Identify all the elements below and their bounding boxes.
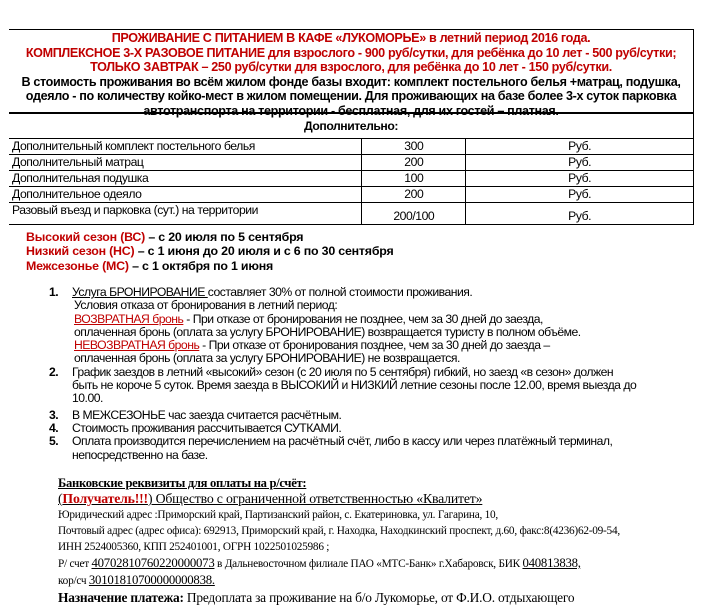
rule-4 [49,422,636,435]
extras-unit: Руб. [466,187,694,203]
season-name: Низкий сезон (НС) [26,244,135,259]
pricing-header-box [9,29,694,118]
postal-address: Почтовый адрес (адрес офиса): 692913, Приморский край, г. Находка, Находкинский проспект, д.60, факс:8(4236)62-09-54, [58,525,620,537]
recipient-name: ) Общество с ограниченной ответственностью «Квалитет» [147,491,483,506]
extras-unit: Руб. [466,155,694,171]
refundable-text: - При отказе от бронирования не позднее, чем за 30 дней до заезда, [183,311,543,326]
rule-text: Стоимость проживания рассчитывается СУТКАМИ. [72,420,342,435]
season-dates: – с 1 октября по 1 июня [128,258,274,273]
corr-prefix: кор/сч [58,575,89,587]
payment-purpose [58,589,620,606]
table-row [9,187,694,203]
account-line [58,555,620,572]
rule-number: 3. [49,407,59,422]
purpose-label: Назначение платежа: [58,590,184,605]
bank-title: Банковские реквизиты для оплаты на р/счёт: [58,476,307,490]
extras-price: 200/100 [362,203,466,225]
corr-number: 30101810700000000838. [88,573,215,587]
nonrefundable-text: - При отказе от бронирования позднее, чем за 30 дней до заезда – [199,338,550,353]
extras-title-row [9,114,694,139]
season-name: Межсезонье (МС) [26,258,129,273]
table-row [9,139,694,155]
account-bank: в Дальневосточном филиале ПАО «МТС-Банк» г.Хабаровск, БИК [214,558,523,570]
season-high [26,230,394,244]
recipient-label: Получатель!!! [62,491,148,506]
extras-table [9,113,694,225]
table-row [9,155,694,171]
rule-text: График заездов в летний «высокий» сезон (с 20 июля по 5 сентября) гибкий, но заезд «в сезон» должен [72,364,614,379]
extras-unit: Руб. [466,171,694,187]
purpose-text: Предоплата за проживание на б/о Лукоморье, от Ф.И.О. отдыхающего [183,590,575,605]
extras-item: Дополнительное одеяло [9,187,362,203]
rules-list [49,286,636,462]
extras-price: 200 [362,187,466,203]
extras-item: Дополнительный матрац [9,155,362,171]
rule-number: 5. [49,434,59,449]
season-list [26,230,394,273]
bank-details [58,475,620,606]
rule-2 [49,366,636,406]
header-included-1: В стоимость проживания во всём жилом фонде базы входит: комплект постельного белья +матрац, подушка, [21,74,681,89]
extras-title: Дополнительно: [9,114,694,139]
header-included-3: автотранспорта на территории - бесплатная, для их гостей – платная. [143,103,559,118]
rule-number: 1. [49,285,59,299]
rule-number: 4. [49,420,59,435]
refundable-label: ВОЗВРАТНАЯ бронь [74,311,184,326]
bank-recipient [58,491,620,507]
header-included-2: одеяло - по количеству койко-мест в жилом помещении. Для проживающих на базе более 3-х суток парковка [25,89,677,104]
booking-text: составляет 30% от полной стоимости проживания. [207,285,473,299]
company-ids: ИНН 2524005360, КПП 252401001, ОГРН 1022501025986 ; [58,541,330,553]
paren: ( [58,491,63,506]
refundable-text-2: оплаченная бронь (оплата за услугу БРОНИРОВАНИЕ) возвращается туристу в полном объёме. [74,324,581,339]
season-dates: – с 1 июня до 20 июля и с 6 по 30 сентября [134,244,394,259]
season-dates: – с 20 июля по 5 сентября [145,230,304,244]
header-breakfast: ТОЛЬКО ЗАВТРАК – 250 руб/сутки для взрослого, для ребёнка до 10 лет - 150 руб/сутки. [90,60,612,75]
rule-text: быть не короче 5 суток. Время заезда в ВЫСОКИЙ и НИЗКИЙ летние сезоны после 12.00, время выезда до [72,378,637,393]
extras-price: 200 [362,155,466,171]
rule-number: 2. [49,364,59,379]
season-off [26,259,394,273]
legal-address: Юридический адрес :Приморский край, Партизанский район, с. Екатериновка, ул. Гагарина, 10, [58,509,499,521]
header-full-board: КОМПЛЕКСНОЕ 3-Х РАЗОВОЕ ПИТАНИЕ для взрослого - 900 руб/сутки, для ребёнка до 10 лет - 500 руб/сутки; [25,45,677,60]
nonrefundable-text-2: оплаченная бронь (оплата за услугу БРОНИРОВАНИЕ) не возвращается. [74,351,460,366]
extras-unit: Руб. [466,139,694,155]
header-title: ПРОЖИВАНИЕ С ПИТАНИЕМ В КАФЕ «ЛУКОМОРЬЕ» в летний период 2016 года. [111,31,591,45]
extras-price: 100 [362,171,466,187]
bik-number: 040813838, [522,556,581,570]
extras-item: Дополнительный комплект постельного белья [9,139,362,155]
cancellation-conditions: Условия отказа от бронирования в летний период: [74,298,338,313]
extras-unit: Руб. [466,203,694,225]
table-row [9,171,694,187]
season-low [26,244,394,258]
rule-1 [49,286,636,366]
rule-text: непосредственно на базе. [72,447,208,462]
booking-label: Услуга БРОНИРОВАНИЕ [72,285,208,299]
rule-text: В МЕЖСЕЗОНЬЕ час заезда считается расчётным. [72,407,342,422]
extras-item: Разовый въезд и парковка (сут.) на территории [9,203,362,225]
extras-price: 300 [362,139,466,155]
table-row [9,203,694,225]
rule-5 [49,435,636,462]
account-number: 40702810760220000073 [91,556,215,570]
extras-item: Дополнительная подушка [9,171,362,187]
nonrefundable-label: НЕВОЗВРАТНАЯ бронь [74,338,200,353]
rule-text: 10.00. [72,391,103,406]
rule-text: Оплата производится перечислением на расчётный счёт, либо в кассу или через платёжный терминал, [72,434,613,449]
corr-account-line [58,572,620,589]
rule-3 [49,409,636,422]
account-prefix: Р/ счет [58,558,92,570]
season-name: Высокий сезон (ВС) [26,230,146,244]
